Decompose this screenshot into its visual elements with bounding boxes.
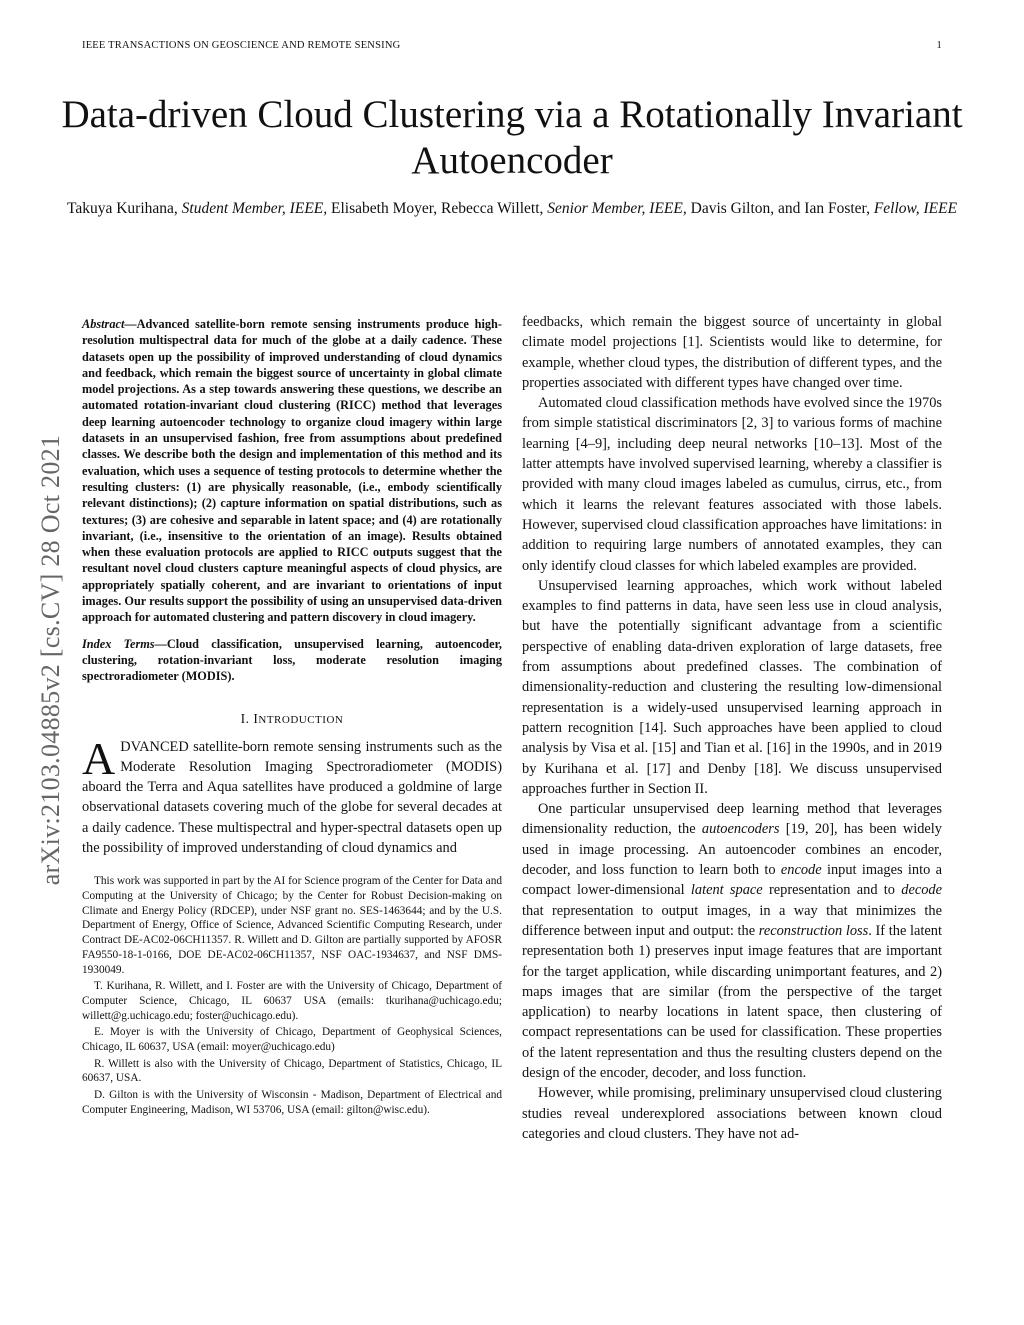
intro-text-block — [82, 732, 502, 859]
footnotes — [82, 874, 502, 1117]
paper-title: Data-driven Cloud Clustering via a Rotationally Invariant Autoencoder — [61, 93, 963, 182]
paragraph-feedbacks: feedbacks, which remain the biggest source of uncertainty in global climate model projections [1]. Scientists would like to determine, for example, whether cloud types, the distribution of different types, and the properties associated with different types have changed over time. — [522, 314, 942, 391]
footnote-affiliation-chicago-cs: T. Kurihana, R. Willett, and I. Foster are with the University of Chicago, Department of Computer Science, Chicago, IL 60637 USA (emails: tkurihana@uchicago.edu; willett@g.uchicago.edu; foster@uchicago.edu). — [82, 980, 502, 1022]
emphasis-autoencoders: autoencoders — [701, 821, 780, 838]
text-span: . If the latent representation both 1) preserves input image features that are important for the target application, while discarding unimportant features, and 2) maps images that are similar (from the perspective of the target application) to nearby locations in latent space, then clustering of compact representations can be used for classification. These properties of the latent representation and thus the resulting clusters depend on the design of the encoder, decoder, and loss function. — [522, 922, 942, 1081]
abstract — [82, 316, 502, 626]
arxiv-identifier: arXiv:2103.04885v2 [cs.CV] 28 Oct 2021 — [36, 434, 65, 886]
emphasis-latent-space: latent space — [690, 882, 763, 899]
left-column — [82, 316, 502, 1118]
running-header — [82, 40, 942, 56]
paragraph-classification-history: Automated cloud classification methods have evolved since the 1970s from simple statistical discriminators [2, 3] to various forms of machine learning [4–9], including deep neural networks [10–13]. Most of the latter attempts have involved supervised learning, whereby a classifier is provided with many cloud images labeled as cumulus, cirrus, etc., from which it learns the relevant features associated with those labels. However, supervised cloud classification approaches have limitations: in addition to requiring large numbers of annotated examples, they can only identify cloud classes for which labeled examples are provided. — [522, 395, 942, 574]
author-3: Davis Gilton, and Ian Foster, — [690, 200, 870, 217]
author-1: Takuya Kurihana, — [66, 200, 178, 217]
page-number: 1 — [936, 40, 942, 51]
index-terms-text: Cloud classification, unsupervised learning, autoencoder, clustering, rotation-invariant loss, moderate resolution imaging spectroradiometer (MODIS). — [82, 636, 502, 684]
emphasis-encode: encode — [780, 862, 822, 879]
author-1-role: Student Member, IEEE, — [181, 200, 328, 217]
introduction-paragraph — [82, 732, 502, 859]
text-span: that representation to output images, in a way that minimizes the difference between input and output: the — [522, 902, 942, 939]
drop-cap: A — [82, 732, 116, 784]
footnote-funding: This work was supported in part by the AI for Science program of the Center for Data and Computing at the University of Chicago; by the Center for Robust Decision-making on Climate and Energy Policy (RDCEP), under NSF grant no. SES-1463644; and by the U.S. Department of Energy, Office of Science, Advanced Scientific Computing Research, under Contract DE-AC02-06CH11357. R. Willett and D. Gilton are partially supported by AFOSR FA9550-18-1-0166, DOE DE-AC02-06CH11357, NSF OAC-1934637, and NSF DMS-1930049. — [82, 875, 502, 976]
right-column — [522, 312, 942, 1144]
emphasis-reconstruction-loss: reconstruction loss — [758, 922, 869, 939]
intro-text: DVANCED satellite-born remote sensing instruments such as the Moderate Resolution Imaging Spectroradiometer (MODIS) aboard the Terra and Aqua satellites have produced a goldmine of large observational datasets covering much of the globe for several decades at a daily cadence. These multispectral and hyper-spectral datasets open up the possibility of improved understanding of cloud dynamics and — [82, 738, 502, 857]
text-span: representation and to — [762, 882, 902, 899]
section-title-initial: I — [253, 710, 259, 726]
paragraph-unsupervised: Unsupervised learning approaches, which work without labeled examples to find patterns in data, have seen less use in cloud analysis, but have the potentially significant advantage from a scientific perspective of enabling data-driven exploration of large datasets, free from assumptions about predefined classes. The combination of dimensionality-reduction and clustering the resulting low-dimensional representation is a widely-used unsupervised learning approach in pattern recognition [14]. Such approaches have been applied to cloud analysis by Visa et al. [15] and Tian et al. [16] in the 1990s, and in 2019 by Kurihana et al. [17] and Denby [18]. We discuss unsupervised approaches further in Section II. — [522, 577, 942, 797]
journal-name: IEEE TRANSACTIONS ON GEOSCIENCE AND REMOTE SENSING — [82, 40, 401, 51]
footnote-affiliation-willett: R. Willett is also with the University of Chicago, Department of Statistics, Chicago, IL 60637, USA. — [82, 1057, 502, 1085]
section-title — [253, 711, 343, 726]
paragraph-autoencoders — [522, 799, 942, 1083]
footnote-affiliation-moyer: E. Moyer is with the University of Chicago, Department of Geophysical Sciences, Chicago, IL 60637, USA (email: moyer@uchicago.edu) — [82, 1026, 502, 1054]
section-title-rest: NTRODUCTION — [258, 713, 344, 726]
footnote-affiliation-gilton: D. Gilton is with the University of Wisconsin - Madison, Department of Electrical and Computer Engineering, Madison, WI 53706, USA (email: gilton@wisc.edu). — [82, 1089, 502, 1116]
section-heading-introduction — [82, 711, 502, 727]
text-span: [19, 20], has been widely used in image processing. An autoencoder combines an encoder, decoder, and loss function to learn both to — [522, 821, 942, 879]
author-2-role: Senior Member, IEEE, — [547, 200, 687, 217]
paragraph-however: However, while promising, preliminary unsupervised cloud clustering studies reveal underexplored associations between known cloud categories and cloud clusters. They have not ad- — [522, 1085, 942, 1142]
abstract-text: Advanced satellite-born remote sensing instruments produce high-resolution multispectral data for much of the globe at a daily cadence. These datasets open up the possibility of improved understanding of cloud dynamics and feedback, which remain the biggest source of uncertainty in global climate model projections. As a step towards answering these questions, we describe an automated rotation-invariant cloud clustering (RICC) method that leverages deep learning autoencoder technology to organize cloud imagery within large datasets in an unsupervised fashion, free from assumptions about predefined classes. We describe both the design and implementation of this method and its evaluation, which uses a sequence of testing protocols to determine whether the resulting clusters: (1) are physically reasonable, (i.e., embody scientifically relevant distinctions); (2) capture information on spatial distributions, such as textures; (3) are cohesive and separable in latent space; and (4) are rotationally invariant, (i.e., insensitive to the orientation of an image). Results obtained when these evaluation protocols are applied to RICC outputs suggest that the resultant novel cloud clusters capture meaningful aspects of cloud physics, are appropriately spatially coherent, and are invariant to orientations of input images. Our results support the possibility of using an unsupervised data-driven approach for automated clustering and pattern discovery in cloud imagery. — [82, 317, 502, 625]
author-3-role: Fellow, IEEE — [873, 200, 958, 217]
text-span: One particular unsupervised deep learning method that leverages dimensionality reduction, the — [522, 801, 942, 838]
author-list — [60, 198, 964, 220]
author-2: Elisabeth Moyer, Rebecca Willett, — [331, 200, 544, 217]
abstract-label: Abstract— — [82, 317, 137, 331]
text-span: input images into a compact lower-dimensional — [522, 862, 942, 899]
index-terms-label: Index Terms— — [82, 636, 167, 651]
section-number: I. — [240, 710, 250, 726]
arxiv-sidebar — [36, 360, 66, 960]
index-terms — [82, 636, 502, 685]
emphasis-decode: decode — [901, 882, 942, 899]
